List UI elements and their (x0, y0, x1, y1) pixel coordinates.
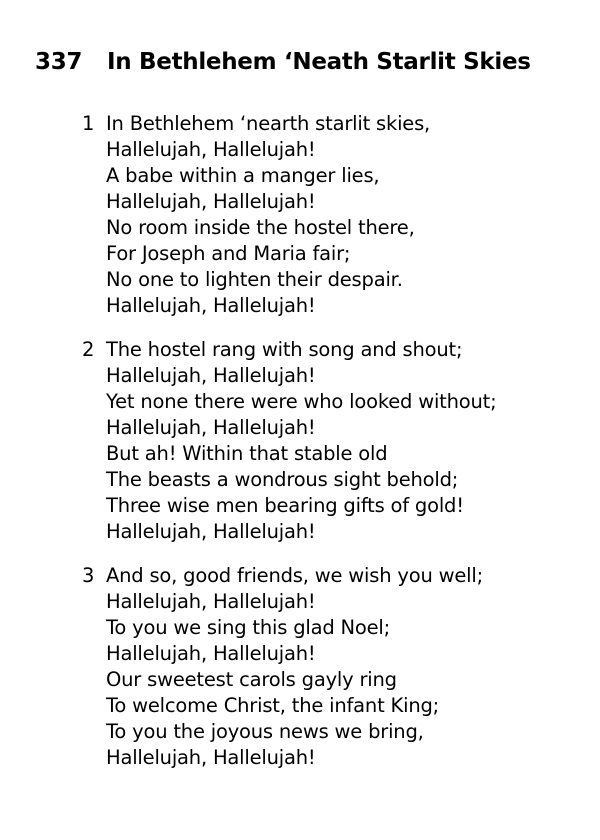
verse-line: To you the joyous news we bring, (106, 720, 424, 743)
verse-line: Hallelujah, Hallelujah! (106, 590, 316, 613)
verse-line: And so, good friends, we wish you well; (106, 564, 483, 587)
verse-2 (82, 337, 496, 545)
verse-number: 3 (82, 564, 95, 587)
verse-line: Hallelujah, Hallelujah! (106, 520, 316, 543)
verse-line: Hallelujah, Hallelujah! (106, 416, 316, 439)
verse-line: To welcome Christ, the infant King; (106, 694, 440, 717)
verse-line: Three wise men bearing gifts of gold! (106, 494, 464, 517)
verse-line: Hallelujah, Hallelujah! (106, 642, 316, 665)
hymn-number: 337 (35, 49, 83, 75)
verse-line: Yet none there were who looked without; (106, 390, 497, 413)
verse-line: The hostel rang with song and shout; (106, 338, 463, 361)
verse-line: Hallelujah, Hallelujah! (106, 190, 316, 213)
verse-line: No one to lighten their despair. (106, 268, 403, 291)
verse-line: For Joseph and Maria fair; (106, 242, 351, 265)
verse-1 (82, 111, 430, 319)
verse-lines (106, 563, 483, 771)
verse-line: Hallelujah, Hallelujah! (106, 294, 316, 317)
verse-line: In Bethlehem ‘nearth starlit skies, (106, 112, 431, 135)
verse-line: The beasts a wondrous sight behold; (106, 468, 459, 491)
verse-line: A babe within a manger lies, (106, 164, 380, 187)
verse-lines (106, 337, 496, 545)
verse-line: To you we sing this glad Noel; (106, 616, 391, 639)
verse-line: But ah! Within that stable old (106, 442, 388, 465)
verse-3 (82, 563, 483, 771)
hymn-title: In Bethlehem ‘Neath Starlit Skies (107, 49, 531, 75)
verse-lines (106, 111, 430, 319)
verse-line: No room inside the hostel there, (106, 216, 415, 239)
hymn-header (35, 44, 531, 80)
verse-number: 2 (82, 338, 95, 361)
verse-line: Our sweetest carols gayly ring (106, 668, 397, 691)
verse-number: 1 (82, 112, 95, 135)
verse-line: Hallelujah, Hallelujah! (106, 138, 316, 161)
verse-line: Hallelujah, Hallelujah! (106, 364, 316, 387)
verse-line: Hallelujah, Hallelujah! (106, 746, 316, 769)
